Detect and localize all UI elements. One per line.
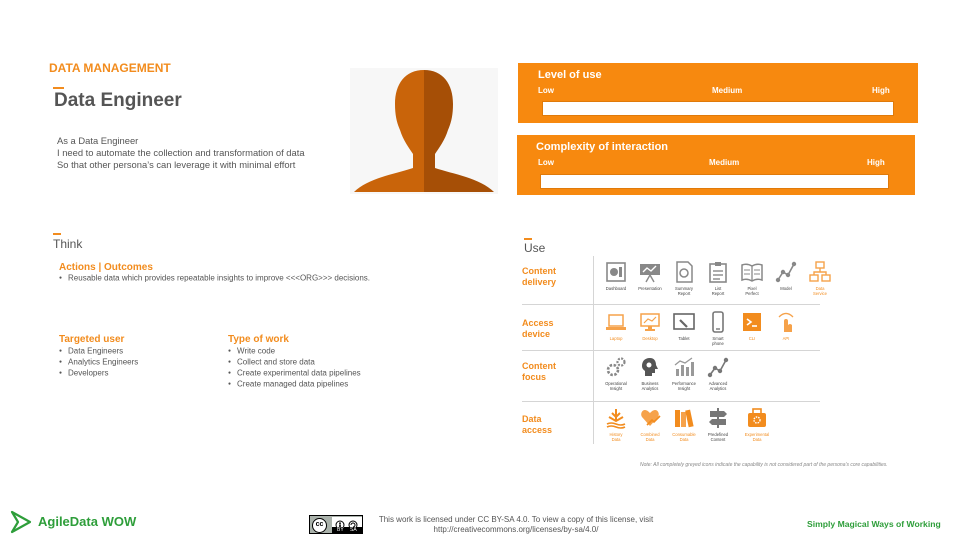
use-row-divider: [522, 304, 820, 305]
item-caption: API: [782, 336, 790, 341]
cli-icon: [741, 311, 763, 333]
row-label-content-focus: [522, 361, 556, 383]
item-caption: Pixel Perfect: [745, 286, 759, 296]
cc-label-strip: [332, 527, 362, 534]
item-caption: Operational Insight: [605, 381, 627, 391]
complexity-panel: [517, 135, 915, 195]
targeted-user-item: ● Analytics Engineers: [59, 357, 138, 368]
use-accent-dash: [524, 238, 532, 240]
use-item-advanced-analytics: [699, 356, 737, 391]
use-item-predefined-content: [699, 407, 737, 442]
think-heading: Think: [53, 237, 83, 251]
smartphone-icon: [707, 311, 729, 333]
use-item-performance-insight: [665, 356, 703, 391]
use-item-api: [767, 311, 805, 341]
level-low-label: Low: [538, 86, 554, 95]
use-heading: Use: [524, 241, 546, 255]
item-caption: Tablet: [678, 336, 690, 341]
license-line-1: This work is licensed under CC BY-SA 4.0. To view a copy of this license, visit: [378, 515, 654, 524]
signpost-icon: [707, 407, 729, 429]
use-item-business-analytics: [631, 356, 669, 391]
complexity-low-label: Low: [538, 158, 554, 167]
targeted-user-item: ● Developers: [59, 368, 138, 379]
targeted-user-label: Targeted user: [59, 334, 125, 345]
type-of-work-list: [228, 346, 361, 390]
history-data-icon: [605, 407, 627, 429]
cc-icons-strip: [332, 517, 362, 527]
list-report-icon: [707, 261, 729, 283]
api-icon: [775, 311, 797, 333]
level-of-use-bar: [542, 101, 894, 116]
license-text: [368, 515, 664, 535]
item-caption: Experimental Data: [744, 432, 770, 442]
use-item-history-data: [597, 407, 635, 442]
use-item-consumable-data: [665, 407, 703, 442]
greyed-icons-note: Note: All completely greyed icons indicate the capability is not considered part of the persona’s core capabilities.: [640, 462, 888, 468]
row-label-line: focus: [522, 372, 547, 382]
pixel-perfect-icon: [741, 261, 763, 283]
targeted-user-item: ● Data Engineers: [59, 346, 138, 357]
advanced-analytics-icon: [707, 356, 729, 378]
think-accent-dash: [53, 233, 61, 235]
outcome-item: ● Reusable data which provides repeatable insights to improve <<<ORG>>> decisions.: [59, 273, 370, 284]
row-label-content-delivery: [522, 266, 556, 288]
use-row-divider: [522, 350, 820, 351]
category-label: DATA MANAGEMENT: [49, 61, 171, 75]
complexity-medium-label: Medium: [709, 158, 740, 167]
item-caption: Business Analytics: [641, 381, 659, 391]
item-caption: List Report: [711, 286, 725, 296]
item-caption: Dashboard: [605, 286, 627, 291]
level-of-use-title: Level of use: [538, 69, 602, 81]
use-item-desktop: [631, 311, 669, 341]
title-accent-dash: [53, 87, 64, 89]
combined-data-icon: [639, 407, 661, 429]
use-item-list-report: [699, 261, 737, 296]
row-label-line: Content: [522, 361, 556, 371]
item-caption: Presentation: [638, 286, 662, 291]
item-caption: Performance Insight: [672, 381, 696, 391]
performance-chart-icon: [673, 356, 695, 378]
level-of-use-panel: [518, 63, 918, 123]
license-link[interactable]: http://creativecommons.org/licenses/by-sa/4.0/: [433, 525, 599, 534]
brand-name: AgileData WOW: [38, 514, 137, 529]
story-line-2: I need to automate the collection and transformation of data: [57, 147, 305, 158]
laptop-icon: [605, 311, 627, 333]
cc-icon: cc: [312, 518, 327, 533]
targeted-user-list: [59, 346, 138, 379]
row-label-line: delivery: [522, 277, 557, 287]
type-of-work-item: ● Create experimental data pipelines: [228, 368, 361, 379]
use-item-tablet: [665, 311, 703, 341]
use-item-cli: [733, 311, 771, 341]
complexity-high-label: High: [867, 158, 885, 167]
item-caption: History Data: [609, 432, 623, 442]
data-service-icon: [809, 261, 831, 283]
item-caption: Desktop: [642, 336, 658, 341]
complexity-bar: [540, 174, 889, 189]
item-caption: Laptop: [609, 336, 623, 341]
type-of-work-label: Type of work: [228, 334, 289, 345]
type-of-work-item: ● Collect and store data: [228, 357, 361, 368]
item-caption: Combined Data: [640, 432, 660, 442]
item-caption: Predefined Content: [707, 432, 729, 442]
row-label-data-access: [522, 414, 552, 436]
consumable-data-icon: [673, 407, 695, 429]
row-label-line: device: [522, 329, 551, 339]
summary-report-icon: [673, 261, 695, 283]
cc-sa-label: SA: [350, 527, 357, 533]
item-caption: Smart phone: [712, 336, 724, 346]
person-silhouette-icon: [350, 68, 498, 194]
presentation-icon: [639, 261, 661, 283]
use-item-presentation: [631, 261, 669, 291]
row-label-line: Content: [522, 266, 556, 276]
outcomes-list: [59, 273, 370, 284]
agiledata-logo-icon: [10, 510, 34, 534]
item-caption: Summary Report: [675, 286, 693, 296]
persona-title: Data Engineer: [54, 90, 182, 111]
use-item-summary-report: [665, 261, 703, 296]
use-item-pixel-perfect: [733, 261, 771, 296]
tagline: Simply Magical Ways of Working: [807, 519, 941, 529]
type-of-work-item: ● Create managed data pipelines: [228, 379, 361, 390]
dashboard-icon: [605, 261, 627, 283]
level-high-label: High: [872, 86, 890, 95]
use-item-smartphone: [699, 311, 737, 346]
experimental-data-icon: [746, 407, 768, 429]
agiledata-logo: [10, 510, 34, 534]
use-item-data-service: [801, 261, 839, 296]
tablet-icon: [673, 311, 695, 333]
use-item-model: [767, 261, 805, 291]
use-row-divider: [522, 401, 820, 402]
use-item-experimental-data: [738, 407, 776, 442]
row-label-access-device: [522, 318, 554, 340]
use-item-operational-insight: [597, 356, 635, 391]
user-story: [57, 135, 305, 171]
item-caption: CLI: [748, 336, 756, 341]
row-label-line: Access: [522, 318, 554, 328]
cc-by-sa-badge: [309, 515, 363, 534]
cc-by-label: BY: [337, 527, 344, 533]
level-medium-label: Medium: [712, 86, 743, 95]
story-line-3: So that other persona’s can leverage it with minimal effort: [57, 159, 296, 170]
complexity-title: Complexity of interaction: [536, 141, 669, 153]
persona-avatar: [350, 68, 498, 194]
type-of-work-item: ● Write code: [228, 346, 361, 357]
row-label-line: Data: [522, 414, 542, 424]
item-caption: Data Service: [813, 286, 827, 296]
item-caption: Consumable Data: [672, 432, 696, 442]
outcomes-label: Actions | Outcomes: [59, 262, 153, 273]
row-label-line: access: [522, 425, 553, 435]
use-item-laptop: [597, 311, 635, 341]
brain-icon: [639, 356, 661, 378]
model-icon: [775, 261, 797, 283]
desktop-icon: [639, 311, 661, 333]
gears-icon: [605, 356, 627, 378]
use-item-dashboard: [597, 261, 635, 291]
use-item-combined-data: [631, 407, 669, 442]
item-caption: Advanced Analytics: [708, 381, 728, 391]
story-line-1: As a Data Engineer: [57, 135, 139, 146]
item-caption: Model: [780, 286, 792, 291]
